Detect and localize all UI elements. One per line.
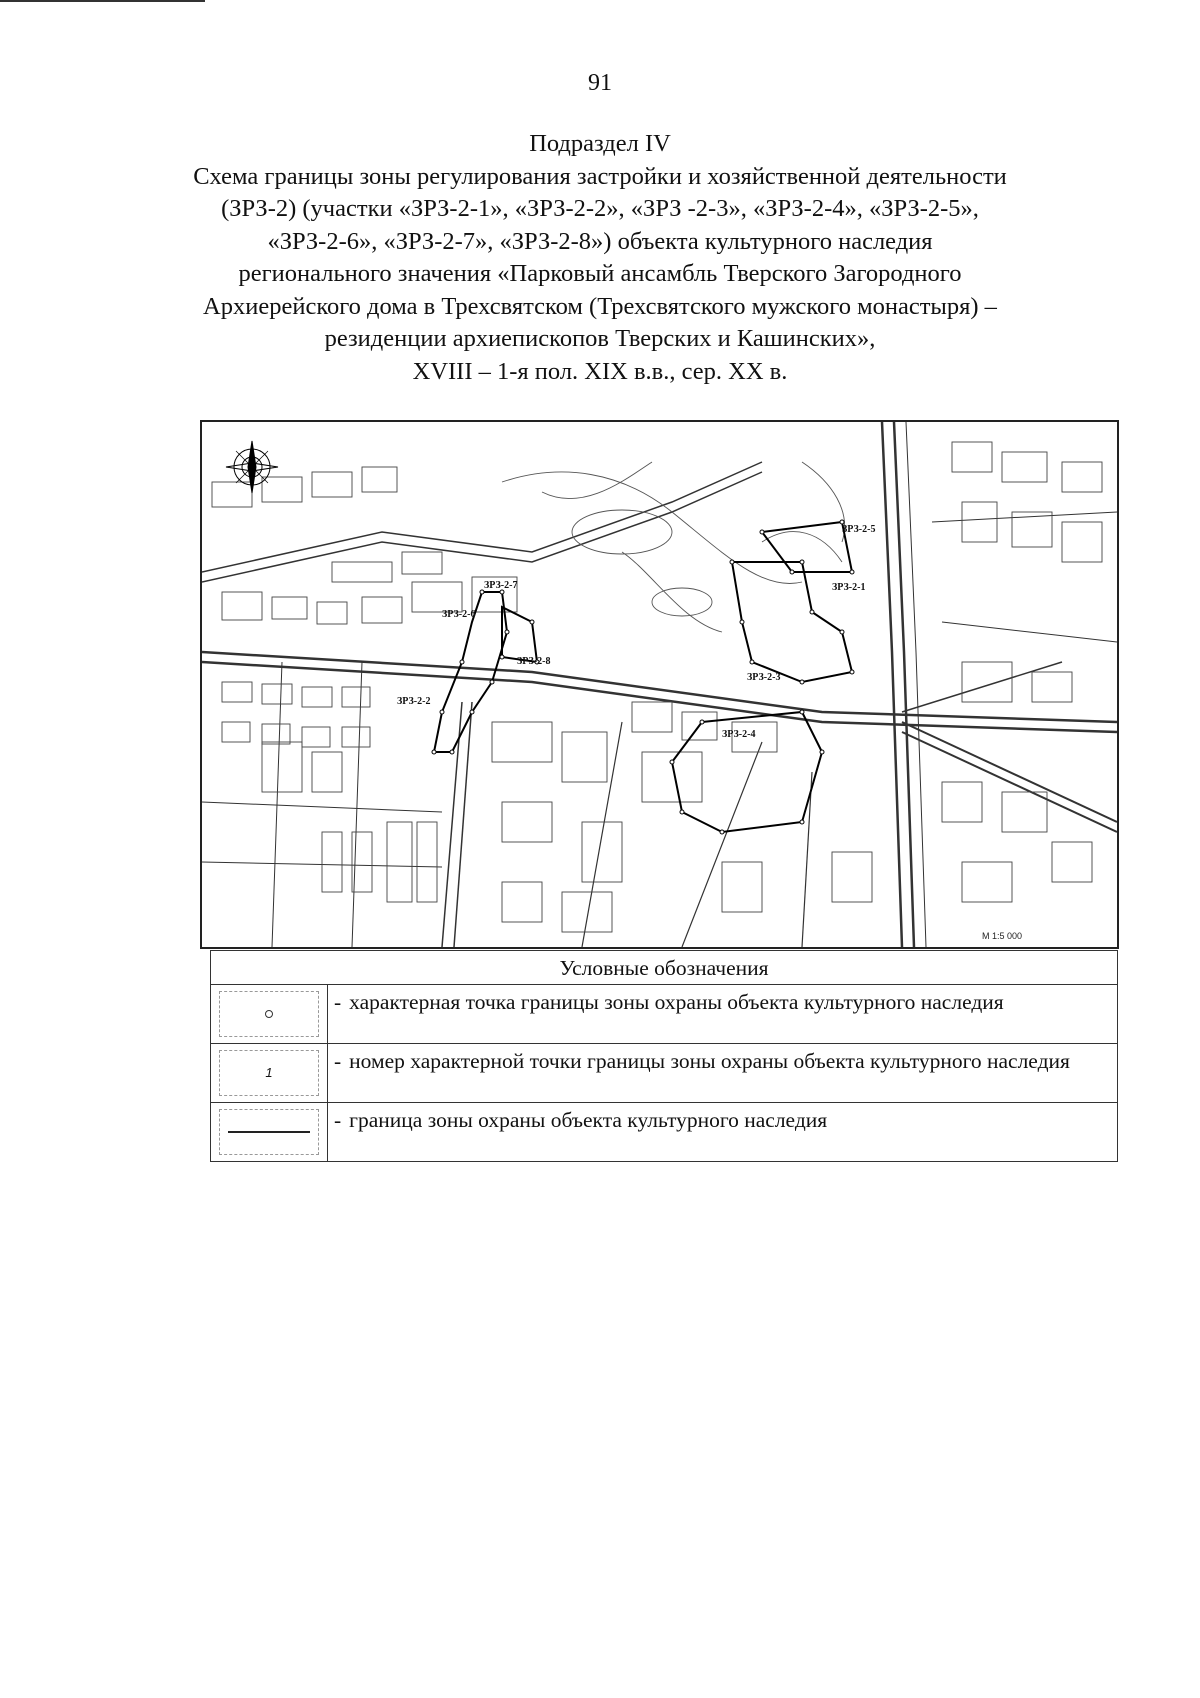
legend-table [210,950,1118,1162]
heading-line: Схема границы зоны регулирования застройки и хозяйственной деятельности [193,162,1007,190]
page-number: 91 [588,70,612,96]
map-scale: М 1:5 000 [982,931,1023,941]
legend-dash: - [334,1049,342,1073]
legend-dash: - [334,1108,342,1132]
heading-line: (ЗРЗ-2) (участки «ЗРЗ-2-1», «ЗРЗ-2-2», «ЗРЗ -2-3», «ЗРЗ-2-4», «ЗРЗ-2-5», [221,195,979,222]
legend-symbol-box [219,1109,319,1155]
heading-line: резиденции архиепископов Тверских и Кашинских», [324,325,876,352]
document-heading [150,128,1050,388]
zone-label: ЗРЗ-2-5 [842,524,876,535]
zone-label: ЗРЗ-2-2 [397,696,431,707]
legend-description: номер характерной точки границы зоны охраны объекта культурного наследия [349,1049,1070,1073]
point-number-symbol: 1 [265,1065,273,1080]
zone-label: ЗРЗ-2-6 [442,609,476,620]
boundary-line-icon [228,1131,310,1133]
building-blocks [212,442,1102,932]
heading-line: XVIII – 1-я пол. XIX в.в., сер. XX в. [412,357,788,385]
legend-row [211,1044,1118,1103]
heading-line: регионального значения «Парковый ансамбль Тверского Загородного [238,260,962,287]
zone-label: ЗРЗ-2-1 [832,582,866,593]
zone-boundary-map [200,420,1119,949]
legend-symbol-box [219,991,319,1037]
point-circle-icon [265,1010,273,1018]
legend-dash: - [334,990,342,1014]
zone-label: ЗРЗ-2-8 [517,656,551,667]
legend-title: Условные обозначения [211,951,1118,985]
protection-zone-boundaries [434,522,852,832]
legend-row [211,985,1118,1044]
legend-row [211,1103,1118,1162]
compass-rose-icon [226,441,278,493]
zone-label: ЗРЗ-2-7 [484,580,518,591]
heading-line: Подраздел IV [529,130,671,157]
legend-description: характерная точка границы зоны охраны объекта культурного наследия [349,990,1004,1014]
legend-description: граница зоны охраны объекта культурного наследия [349,1108,828,1132]
top-edge-mark [0,0,205,2]
heading-line: Архиерейского дома в Трехсвятском (Трехсвятского мужского монастыря) – [203,292,997,320]
zone-label: ЗРЗ-2-4 [722,729,756,740]
heading-line: «ЗРЗ-2-6», «ЗРЗ-2-7», «ЗРЗ-2-8») объекта культурного наследия [267,227,933,255]
park-paths [502,462,845,632]
zone-label: ЗРЗ-2-3 [747,672,781,683]
street-network [202,422,1117,947]
legend-symbol-box [219,1050,319,1096]
